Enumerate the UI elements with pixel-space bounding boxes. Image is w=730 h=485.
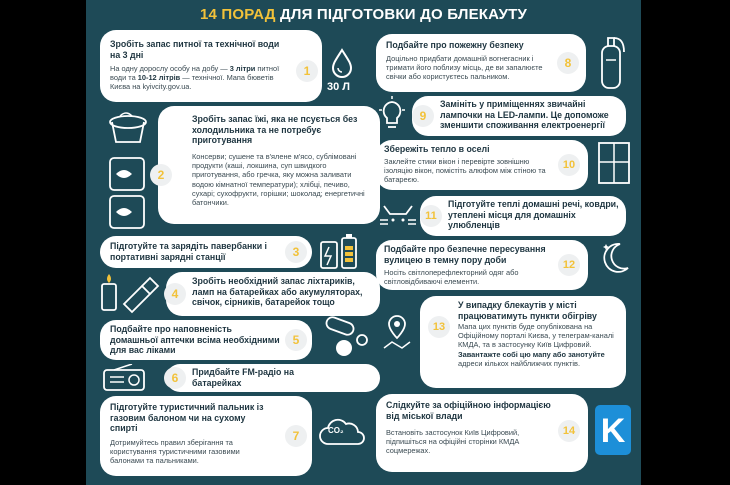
tip-9-number: 9	[412, 105, 434, 127]
tip-card-11	[420, 196, 626, 236]
tip-card-1	[100, 30, 322, 102]
tip-13-heading: У випадку блекаутів у місті працюватимуть пункти обігріву	[458, 300, 597, 321]
tip-1-body: На одну дорослу особу на добу — 3 літри питної води та 10-12 літрів — технічної. Мапа бюветів Києва на kyivcity.gov.ua.	[110, 64, 280, 92]
tip-8-body: Доцільно придбати домашній вогнегасник і тримати його поблизу місць, де ви запалюєте свічки або користуєтесь пальником.	[386, 54, 543, 82]
battery-charger-icon	[318, 232, 360, 272]
tip-card-4	[166, 272, 380, 316]
tip-card-7	[100, 396, 312, 476]
tip-9-heading: Замініть у приміщеннях звичайні лампочки на LED-лампи. Це допоможе зменшити споживання електроенергії	[440, 99, 609, 130]
tip-2-heading: Зробіть запас їжі, яка не псується без холодильника та не потребує приготування	[192, 114, 358, 145]
tip-14-number: 14	[558, 420, 580, 442]
kyiv-digital-logo-letter: K	[600, 412, 626, 450]
tip-12-body: Носіть світлоперефлекторний одяг або світловідбиваючі елементи.	[384, 268, 519, 287]
water-volume-label: 30 Л	[327, 81, 351, 93]
window-icon	[596, 140, 632, 186]
flashlight-candle-icon	[98, 270, 164, 316]
tip-4-heading: Зробіть необхідний запас ліхтариків, ламп на батарейках або акумуляторах, свічок, сірників, батарейок тощо	[192, 276, 363, 307]
tip-6-number: 6	[164, 367, 186, 389]
page-title: 14 ПОРАД ДЛЯ ПІДГОТОВКИ ДО БЛЕКАУТУ	[199, 6, 528, 23]
tip-7-body: Дотримуйтесь правил зберігання та користування туристичними газовими балонами та пальниками.	[110, 438, 240, 466]
tip-1-heading: Зробіть запас питної та технічної води на 3 дні	[110, 39, 280, 60]
tip-2-body: Консерви; сушене та в'ялене м'ясо, сублімовані продукти (каші, локшина, суп швидкого приготування, або гречка, яку можна заливати водою кімнатної температури); хлібці, печиво, сухарі; сухофрукти, горішки; шоколад; енергетичні батончики.	[192, 152, 365, 208]
tip-card-2	[158, 106, 380, 224]
tip-13-number: 13	[428, 316, 450, 338]
tip-7-number: 7	[285, 425, 307, 447]
moon-icon	[596, 238, 632, 278]
cat-icon	[378, 200, 418, 230]
tip-11-heading: Підготуйте теплі домашні речі, ковдри, утеплені місця для домашніх улюбленців	[448, 199, 619, 230]
fire-extinguisher-icon	[594, 30, 628, 92]
tip-12-heading: Подбайте про безпечне пересування вулицею в темну пору доби	[384, 244, 546, 265]
tip-card-8	[376, 34, 586, 92]
tip-card-5	[100, 320, 312, 360]
tip-12-number: 12	[558, 254, 580, 276]
tip-3-heading: Підготуйте та зарядіть павербанки і портативні зарядні станції	[110, 241, 267, 262]
pills-icon	[320, 316, 370, 362]
tip-2-number: 2	[150, 164, 172, 186]
tip-8-number: 8	[557, 52, 579, 74]
tip-8-heading: Подбайте про пожежну безпеку	[386, 40, 524, 50]
tip-13-body: Мапа цих пунктів буде опублікована на Офіційному порталі Києва, у телеграм-каналі КМДА, та в застосунку Київ Цифровий. Завантажте собі цю мапу або занотуйте адреси кількох найближчих пунктів.	[458, 322, 614, 368]
tip-6-heading: Придбайте FM-радіо на батарейках	[192, 367, 295, 388]
water-drop-icon	[329, 48, 355, 78]
tip-3-number: 3	[285, 241, 307, 263]
tip-card-12	[376, 240, 588, 290]
tip-card-6	[166, 364, 380, 392]
tip-4-number: 4	[164, 283, 186, 305]
map-pin-icon	[380, 312, 414, 350]
tip-10-body: Заклейте стики вікон і перевірте зовнішню ізоляцію вікон, помістіть алюфом між стіною та батареєю.	[384, 157, 546, 185]
tip-card-10	[376, 140, 588, 190]
kyiv-digital-logo-icon	[594, 404, 632, 456]
radio-icon	[102, 364, 146, 392]
tip-14-heading: Слідкуйте за офіційною інформацією від міської влади	[386, 400, 551, 421]
tip-11-number: 11	[420, 205, 442, 227]
tip-5-heading: Подбайте про наповненість домашньої аптечки всіма необхідними для вас ліками	[110, 324, 280, 355]
co2-label: CO₂	[328, 426, 344, 435]
tip-card-13	[420, 296, 626, 388]
tip-card-9	[412, 96, 626, 136]
tip-5-number: 5	[285, 329, 307, 351]
tip-10-number: 10	[558, 154, 580, 176]
tip-10-heading: Збережіть тепло в оселі	[384, 144, 490, 154]
tip-14-body: Встановіть застосунок Київ Цифровий, підпишіться на офіційні сторінки КМДА соцмережах.	[386, 428, 520, 456]
food-cans-icon	[100, 110, 158, 240]
light-bulb-icon	[376, 96, 408, 134]
tip-1-number: 1	[296, 60, 318, 82]
tip-card-14	[376, 394, 588, 472]
infographic-poster	[86, 0, 641, 485]
tip-7-heading: Підготуйте туристичний пальник із газовим балоном чи на сухому спирті	[110, 402, 264, 433]
tip-card-3	[100, 236, 312, 268]
